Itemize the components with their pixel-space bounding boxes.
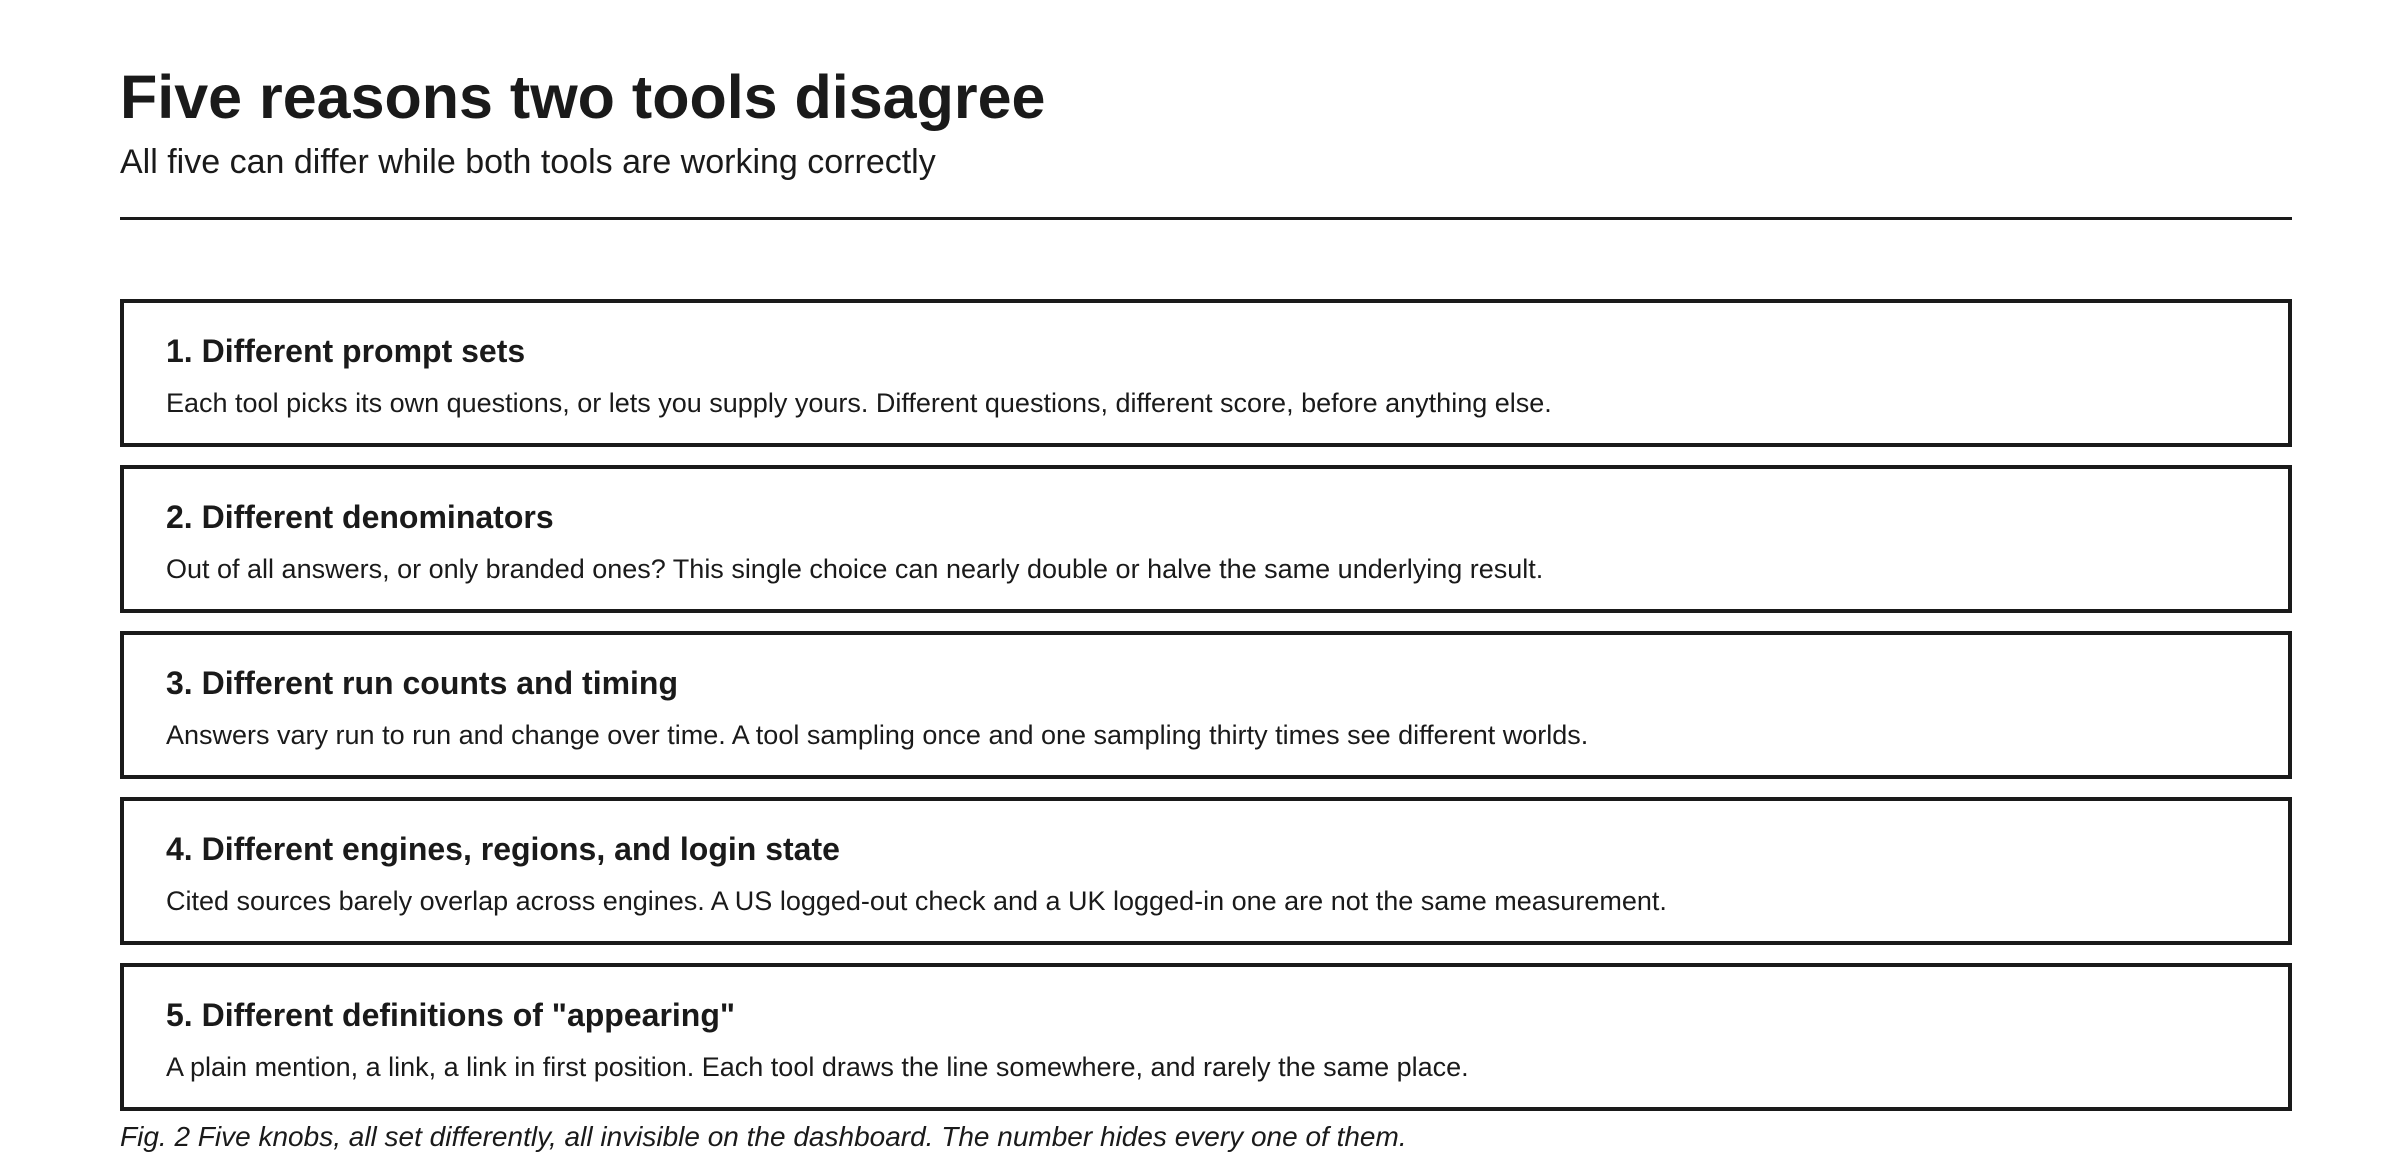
reason-card-body: Cited sources barely overlap across engines. A US logged-out check and a UK logged-in one are not the same measurement. <box>166 886 1667 916</box>
header-divider <box>120 217 2292 220</box>
page-title: Five reasons two tools disagree <box>120 63 1046 131</box>
reason-card-body: A plain mention, a link, a link in first position. Each tool draws the line somewhere, and rarely the same place. <box>166 1052 1469 1082</box>
reason-card-body: Answers vary run to run and change over time. A tool sampling once and one sampling thirty times see different worlds. <box>166 720 1589 750</box>
figure-caption: Fig. 2 Five knobs, all set differently, all invisible on the dashboard. The number hides every one of them. <box>120 1121 1407 1152</box>
reason-card-denominators <box>120 465 2292 613</box>
reason-card-run-counts <box>120 631 2292 779</box>
reason-card-engines-regions <box>120 797 2292 945</box>
page-subtitle: All five can differ while both tools are working correctly <box>120 143 936 181</box>
reason-card-prompt-sets <box>120 299 2292 447</box>
reason-card-title: 3. Different run counts and timing <box>166 665 679 701</box>
reason-card-title: 4. Different engines, regions, and login state <box>166 831 840 867</box>
reason-card-body: Each tool picks its own questions, or lets you supply yours. Different questions, different score, before anything else. <box>166 388 1552 418</box>
reason-card-title: 2. Different denominators <box>166 499 554 535</box>
reasons-list <box>120 299 2292 1129</box>
reason-card-definitions <box>120 963 2292 1111</box>
reason-card-title: 1. Different prompt sets <box>166 333 526 369</box>
reason-card-title: 5. Different definitions of "appearing" <box>166 997 736 1033</box>
reason-card-body: Out of all answers, or only branded ones? This single choice can nearly double or halve the same underlying result. <box>166 554 1544 584</box>
